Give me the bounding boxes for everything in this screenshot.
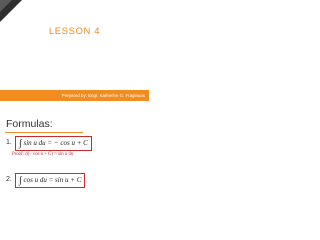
formula-number-2: 2.	[6, 176, 12, 183]
lesson-title	[0, 39, 149, 69]
formula-text-2: cos u du = sin u + C	[23, 176, 82, 184]
heading-underline	[5, 132, 83, 133]
title-line-1: INTEGRALS OF	[41, 39, 108, 49]
integral-sign-icon: ∫	[19, 175, 22, 186]
formula-box-2	[15, 173, 85, 188]
title-line-2: TRIGONOMETRIC	[36, 49, 113, 59]
formulas-heading: Formulas:	[6, 118, 53, 130]
prepared-by-text: Prepared by: Engr. Katherine G. Fraginuas	[61, 93, 145, 98]
corner-decoration-inner	[0, 0, 12, 12]
integral-sign-icon: ∫	[19, 138, 22, 149]
title-line-3: FUNCTIONS	[48, 59, 101, 69]
formula-number-1: 1.	[6, 139, 12, 146]
formula-text-1: sin u du = − cos u + C	[23, 139, 88, 147]
formula-box-1	[15, 136, 92, 151]
lesson-label: LESSON 4	[48, 26, 101, 37]
proof-text-1: Proof: d(− cos u + C) = sin u du	[12, 152, 74, 157]
cover-slide	[0, 0, 149, 116]
